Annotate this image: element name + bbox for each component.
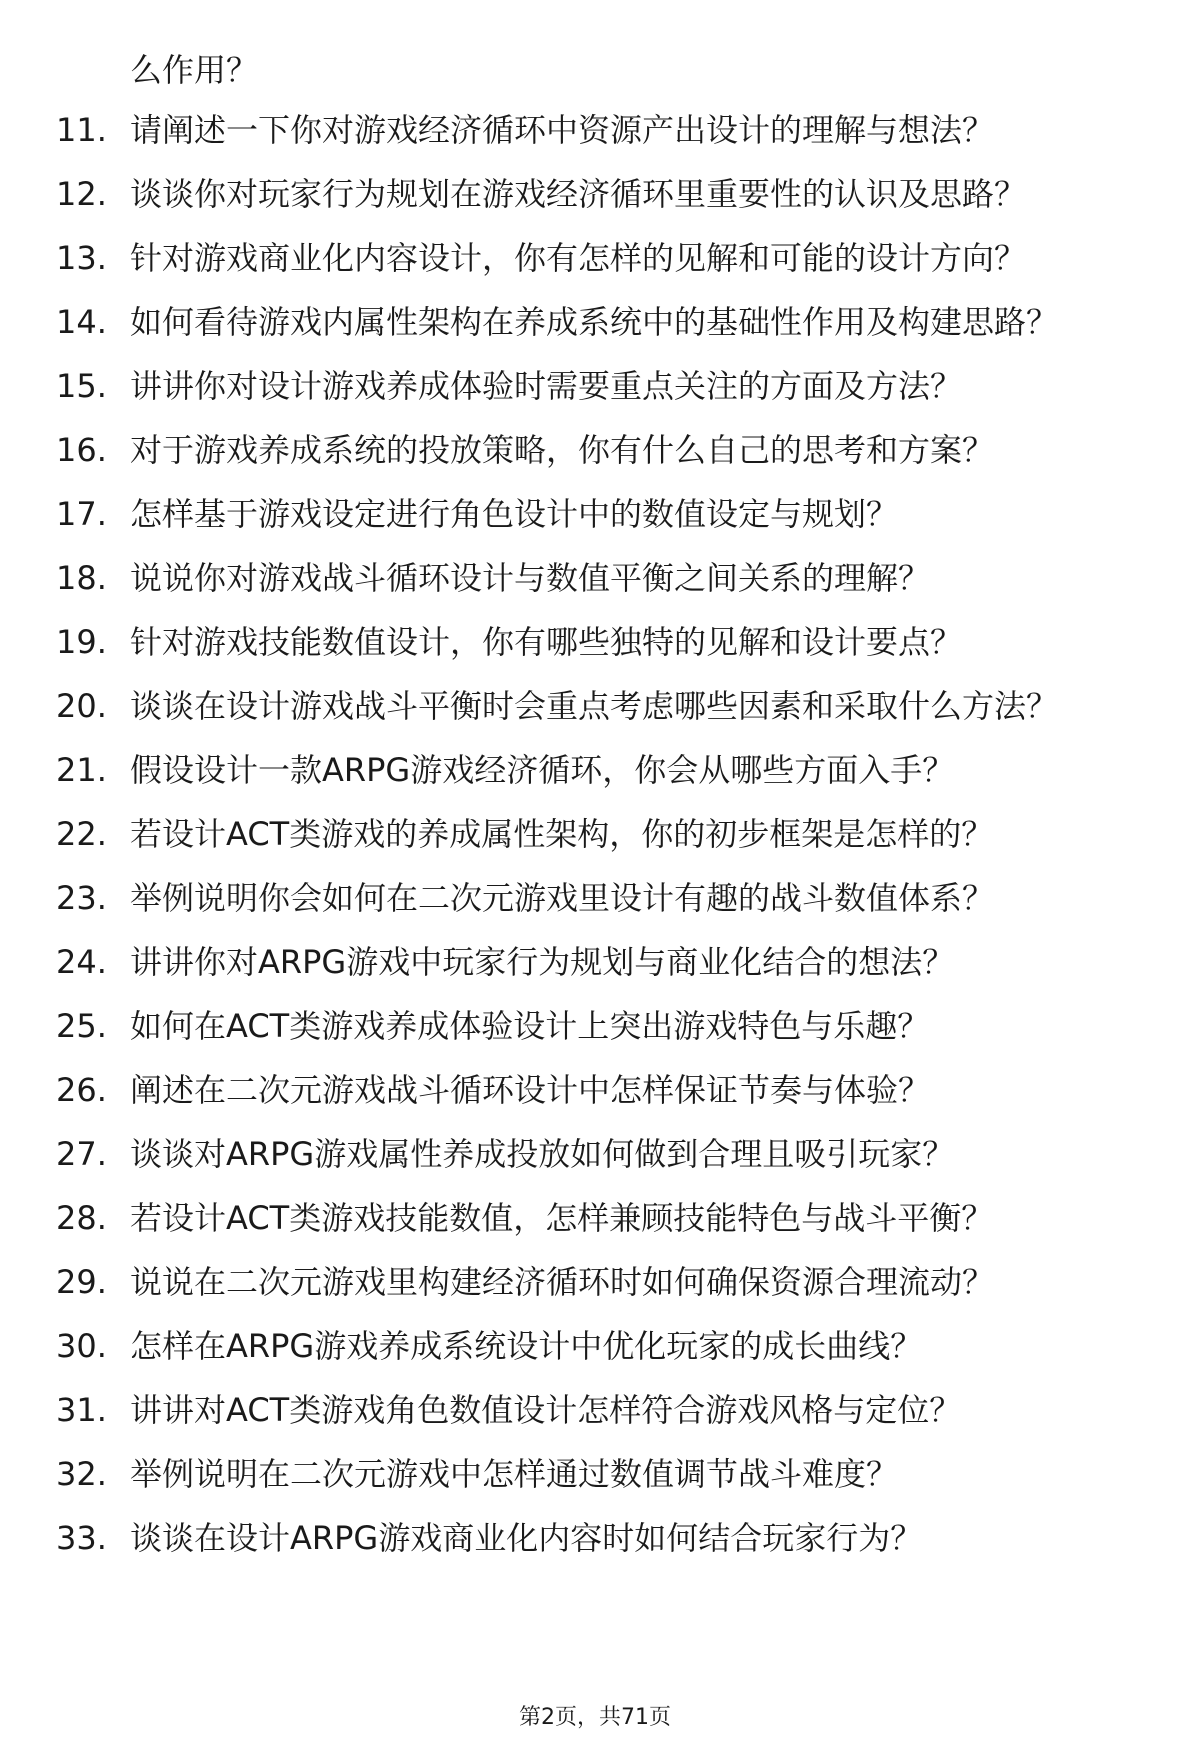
question-item — [0, 302, 1190, 342]
question-number: 12. — [56, 175, 107, 213]
question-number: 16. — [56, 431, 107, 469]
question-item — [0, 1326, 1190, 1366]
question-number: 26. — [56, 1071, 107, 1109]
question-item — [0, 1198, 1190, 1238]
question-text: 如何看待游戏内属性架构在养成系统中的基础性作用及构建思路？ — [130, 303, 1059, 341]
question-text: 若设计ACT类游戏的养成属性架构，你的初步框架是怎样的？ — [130, 815, 994, 853]
page-number-footer: 第2页，共71页 — [519, 1705, 671, 1730]
question-item — [0, 622, 1190, 662]
question-number: 29. — [56, 1263, 107, 1301]
question-number: 32. — [56, 1455, 107, 1493]
question-number: 20. — [56, 687, 107, 725]
question-item — [0, 110, 1190, 150]
question-text: 举例说明你会如何在二次元游戏里设计有趣的战斗数值体系？ — [130, 879, 995, 917]
question-item — [0, 1518, 1190, 1558]
question-item — [0, 686, 1190, 726]
question-item — [0, 366, 1190, 406]
question-number: 19. — [56, 623, 107, 661]
question-item — [0, 942, 1190, 982]
question-number: 24. — [56, 943, 107, 981]
question-item — [0, 1454, 1190, 1494]
question-text: 说说在二次元游戏里构建经济循环时如何确保资源合理流动？ — [130, 1263, 995, 1301]
question-text: 若设计ACT类游戏技能数值，怎样兼顾技能特色与战斗平衡？ — [130, 1199, 994, 1237]
question-text: 谈谈在设计ARPG游戏商业化内容时如何结合玩家行为？ — [130, 1519, 923, 1557]
question-number: 27. — [56, 1135, 107, 1173]
question-item — [0, 494, 1190, 534]
question-item — [0, 1070, 1190, 1110]
question-number: 33. — [56, 1519, 107, 1557]
question-text: 针对游戏技能数值设计，你有哪些独特的见解和设计要点？ — [130, 623, 963, 661]
question-text: 怎样基于游戏设定进行角色设计中的数值设定与规划？ — [130, 495, 899, 533]
question-item — [0, 430, 1190, 470]
question-text: 谈谈对ARPG游戏属性养成投放如何做到合理且吸引玩家？ — [130, 1135, 955, 1173]
question-item — [0, 1134, 1190, 1174]
question-text: 阐述在二次元游戏战斗循环设计中怎样保证节奏与体验？ — [130, 1071, 931, 1109]
question-text: 针对游戏商业化内容设计，你有怎样的见解和可能的设计方向？ — [130, 239, 1027, 277]
question-text: 说说你对游戏战斗循环设计与数值平衡之间关系的理解？ — [130, 559, 931, 597]
question-number: 11. — [56, 111, 107, 149]
question-number: 17. — [56, 495, 107, 533]
question-number: 22. — [56, 815, 107, 853]
question-item — [0, 1006, 1190, 1046]
question-number: 23. — [56, 879, 107, 917]
question-item — [0, 878, 1190, 918]
question-text: 假设设计一款ARPG游戏经济循环，你会从哪些方面入手？ — [130, 751, 955, 789]
question-list — [0, 110, 1190, 1582]
question-text: 讲讲对ACT类游戏角色数值设计怎样符合游戏风格与定位？ — [130, 1391, 962, 1429]
question-number: 31. — [56, 1391, 107, 1429]
question-text: 请阐述一下你对游戏经济循环中资源产出设计的理解与想法？ — [130, 111, 995, 149]
question-text: 举例说明在二次元游戏中怎样通过数值调节战斗难度？ — [130, 1455, 899, 1493]
question-number: 30. — [56, 1327, 107, 1365]
question-item — [0, 814, 1190, 854]
question-text: 讲讲你对ARPG游戏中玩家行为规划与商业化结合的想法？ — [130, 943, 955, 981]
question-text: 讲讲你对设计游戏养成体验时需要重点关注的方面及方法？ — [130, 367, 963, 405]
question-item — [0, 174, 1190, 214]
question-text: 如何在ACT类游戏养成体验设计上突出游戏特色与乐趣？ — [130, 1007, 930, 1045]
question-number: 21. — [56, 751, 107, 789]
question-text: 对于游戏养成系统的投放策略，你有什么自己的思考和方案？ — [130, 431, 995, 469]
question-number: 15. — [56, 367, 107, 405]
question-number: 14. — [56, 303, 107, 341]
question-number: 25. — [56, 1007, 107, 1045]
question-item — [0, 238, 1190, 278]
question-text: 谈谈你对玩家行为规划在游戏经济循环里重要性的认识及思路？ — [130, 175, 1027, 213]
question-number: 13. — [56, 239, 107, 277]
question-item — [0, 1390, 1190, 1430]
question-item — [0, 558, 1190, 598]
question-number: 18. — [56, 559, 107, 597]
question-number: 28. — [56, 1199, 107, 1237]
question-text: 谈谈在设计游戏战斗平衡时会重点考虑哪些因素和采取什么方法？ — [130, 687, 1059, 725]
continuation-text: 么作用？ — [130, 51, 259, 89]
question-text: 怎样在ARPG游戏养成系统设计中优化玩家的成长曲线？ — [130, 1327, 923, 1365]
question-item — [0, 750, 1190, 790]
question-item — [0, 1262, 1190, 1302]
